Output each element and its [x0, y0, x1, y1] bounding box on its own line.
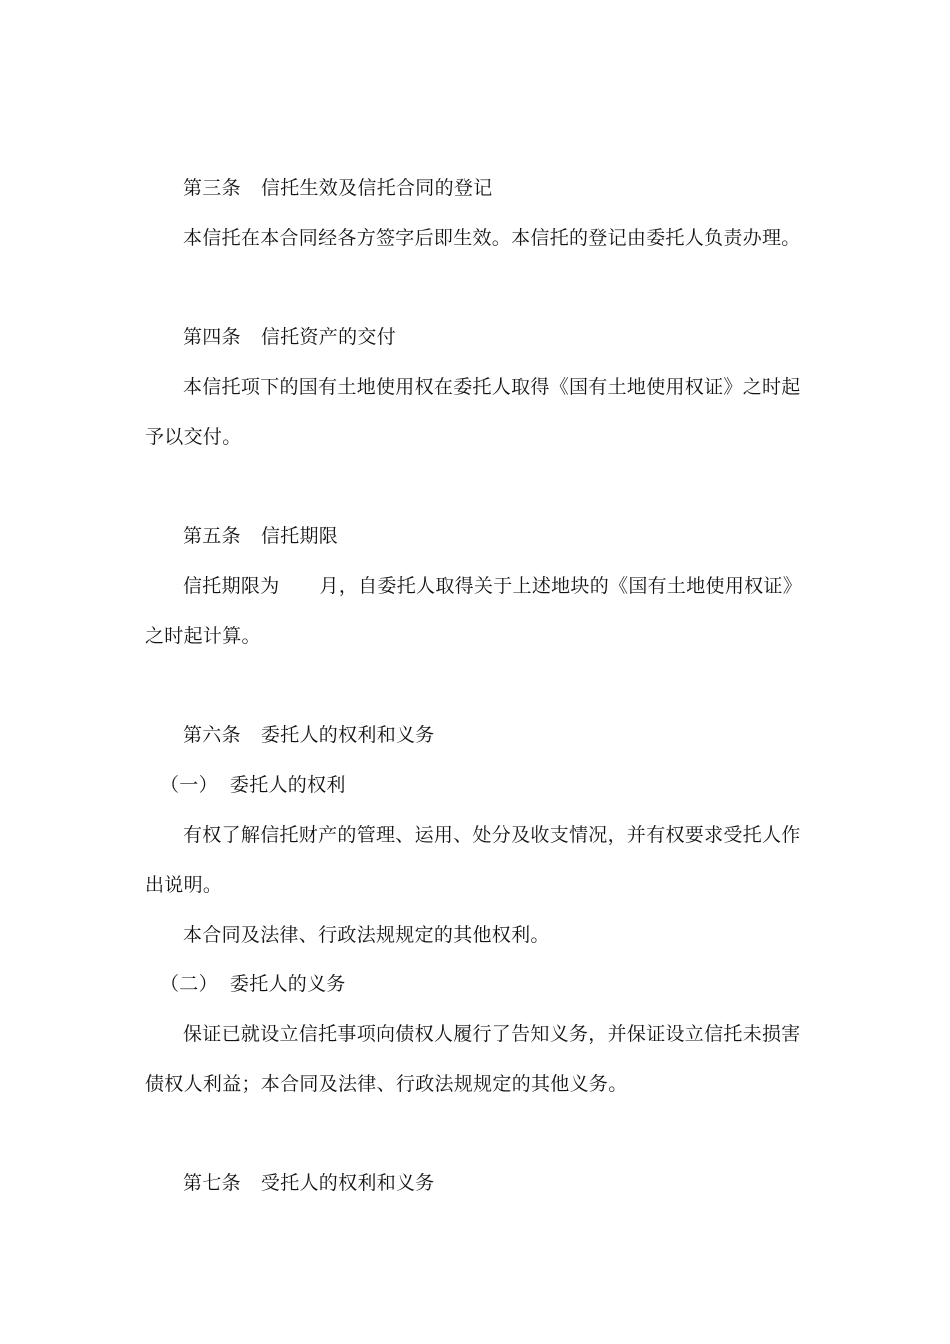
article-5-heading	[183, 524, 815, 548]
section-1-para-2: 本合同及法律、行政法规规定的其他权利。	[183, 924, 550, 946]
article-7-number: 第七条	[183, 1172, 241, 1194]
section-2-para-1-line-1: 保证已就设立信托事项向债权人履行了告知义务，并保证设立信托未损害	[183, 1023, 801, 1045]
section-1-para-1-line-1: 有权了解信托财产的管理、运用、处分及收支情况，并有权要求受托人作	[183, 824, 801, 846]
section-2-para-1-line-2: 债权人利益；本合同及法律、行政法规规定的其他义务。	[145, 1073, 628, 1095]
article-6-title: 委托人的权利和义务	[260, 724, 435, 746]
article-5-number: 第五条	[183, 525, 241, 547]
section-1-number: （一）	[160, 774, 218, 796]
article-3-heading	[183, 176, 815, 200]
section-1-title: 委托人的权利	[229, 774, 346, 796]
article-6-heading	[183, 723, 815, 747]
article-6-section-2-heading	[160, 972, 830, 996]
section-2-title: 委托人的义务	[229, 973, 346, 995]
article-5-body-line-1	[183, 574, 815, 598]
article-6-section-1-heading	[160, 773, 830, 797]
article-3-number: 第三条	[183, 177, 241, 199]
article-4-number: 第四条	[183, 326, 241, 348]
article-4-body-line-2: 予以交付。	[145, 426, 242, 448]
section-2-number: （二）	[160, 973, 218, 995]
article-5-body-line-2: 之时起计算。	[145, 625, 261, 647]
article-4-title: 信托资产的交付	[260, 326, 397, 348]
section-1-para-1-line-2: 出说明。	[145, 874, 223, 896]
article-5-title: 信托期限	[260, 525, 339, 547]
article-3-title: 信托生效及信托合同的登记	[260, 177, 493, 199]
article-7-title: 受托人的权利和义务	[260, 1172, 435, 1194]
article-5-body-part-b: 月，自委托人取得关于上述地块的《国有土地使用权证》	[319, 575, 803, 597]
article-3-body: 本信托在本合同经各方签字后即生效。本信托的登记由委托人负责办理。	[183, 227, 801, 249]
article-6-number: 第六条	[183, 724, 241, 746]
article-5-body-part-a: 信托期限为	[183, 575, 280, 597]
article-4-body-line-1: 本信托项下的国有土地使用权在委托人取得《国有土地使用权证》之时起	[183, 376, 801, 398]
article-4-heading	[183, 325, 815, 349]
article-7-heading	[183, 1171, 815, 1195]
